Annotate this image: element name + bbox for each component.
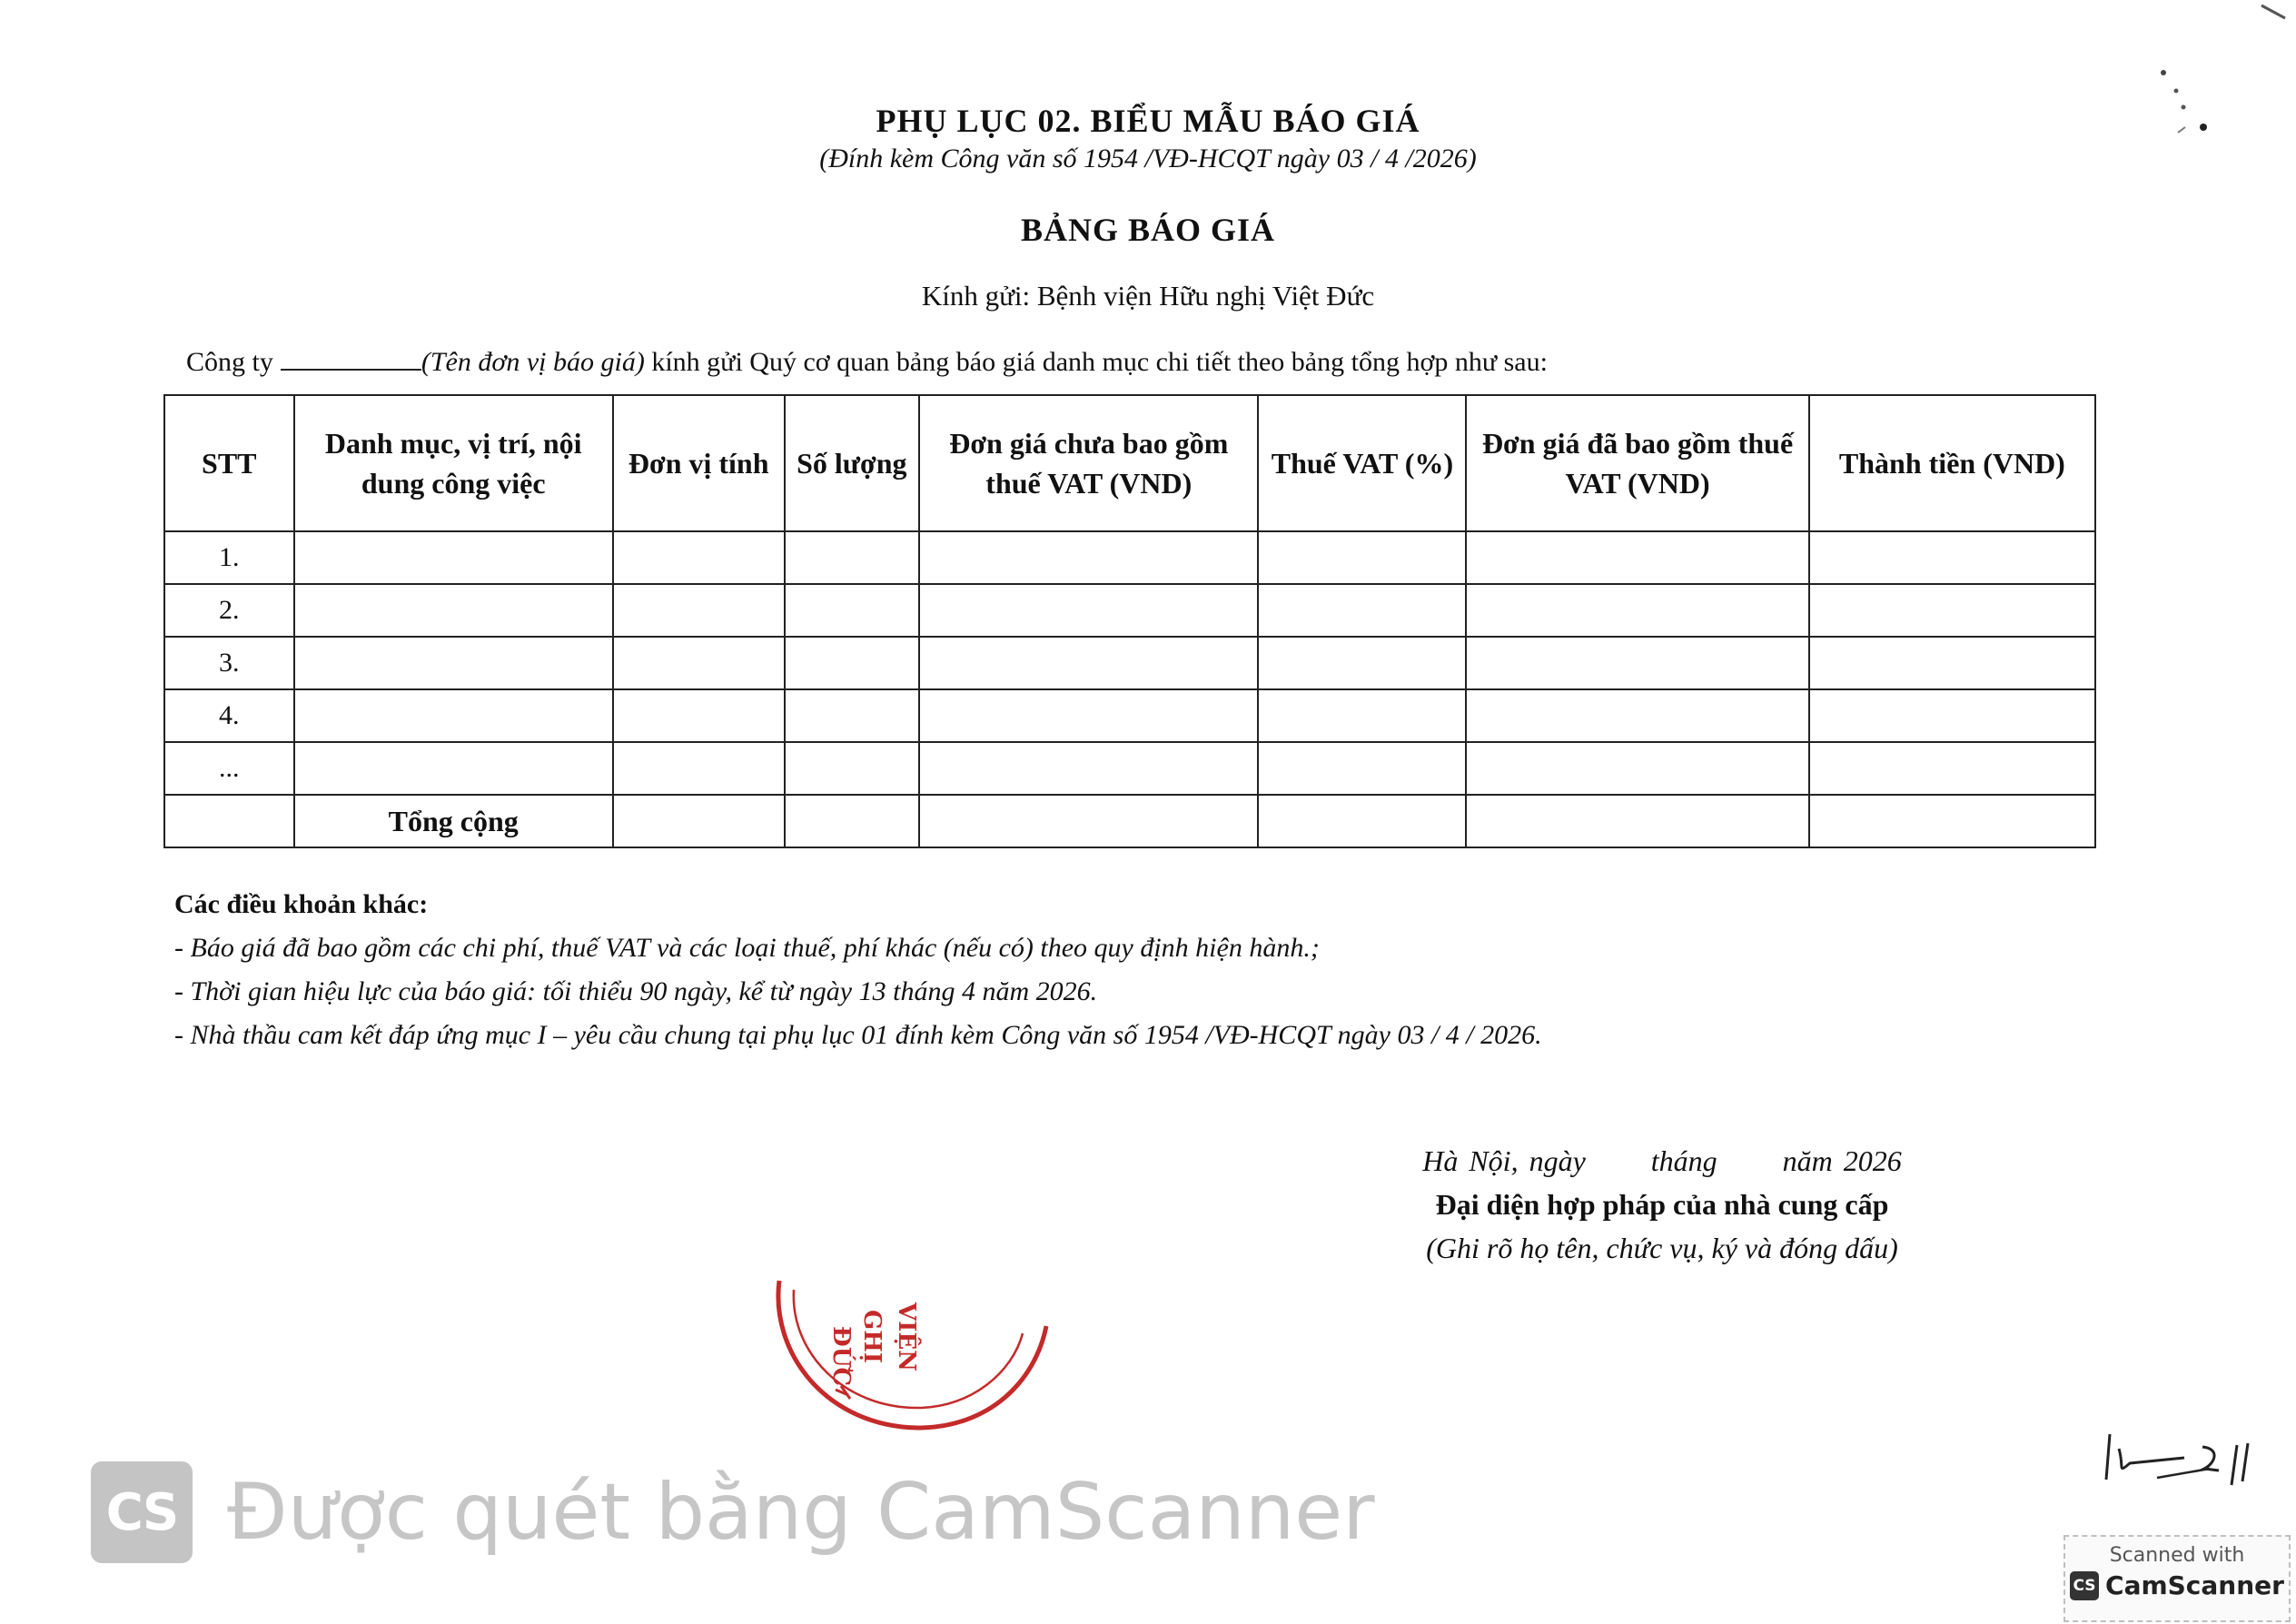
row-number: 1. — [164, 531, 294, 584]
table-cell — [785, 584, 920, 637]
camscanner-watermark — [91, 1458, 1375, 1567]
table-row — [164, 584, 2095, 637]
table-cell — [613, 637, 785, 689]
table-cell — [1466, 742, 1808, 795]
handwritten-initials — [2103, 1421, 2266, 1494]
intro-prefix: Công ty — [186, 347, 273, 377]
table-cell — [919, 637, 1258, 689]
table-cell — [294, 584, 613, 637]
recipient-line: Kính gửi: Bệnh viện Hữu nghị Việt Đức — [921, 280, 1375, 312]
intro-placeholder: (Tên đơn vị báo giá) — [421, 347, 645, 377]
table-cell — [1809, 531, 2095, 584]
table-cell — [294, 689, 613, 742]
signature-note: (Ghi rõ họ tên, chức vụ, ký và đóng dấu) — [1426, 1232, 1898, 1264]
table-cell — [613, 531, 785, 584]
stamp-text: GHỊ — [858, 1310, 886, 1363]
appendix-title: PHỤ LỤC 02. BIỂU MẪU BÁO GIÁ — [876, 103, 1420, 139]
table-row — [164, 742, 2095, 795]
header-unit-price-excl-vat: Đơn giá chưa bao gồm thuế VAT (VND) — [919, 395, 1258, 531]
row-number: 4. — [164, 689, 294, 742]
term-item: - Thời gian hiệu lực của báo giá: tối thiểu 90 ngày, kể từ ngày 13 tháng 4 năm 2026. — [174, 976, 1098, 1006]
header-unit-price-incl-vat: Đơn giá đã bao gồm thuế VAT (VND) — [1466, 395, 1808, 531]
stamp-text: ĐỨC — [827, 1326, 855, 1387]
watermark-text: Được quét bằng CamScanner — [227, 1467, 1375, 1558]
table-cell — [1809, 689, 2095, 742]
signature-title: Đại diện hợp pháp của nhà cung cấp — [1435, 1188, 1889, 1221]
table-cell — [1258, 795, 1466, 847]
table-cell — [613, 742, 785, 795]
table-cell — [919, 742, 1258, 795]
table-cell — [1809, 795, 2095, 847]
table-cell — [1466, 531, 1808, 584]
cs-logo-text: CS — [105, 1482, 178, 1542]
table-cell — [1466, 689, 1808, 742]
table-cell — [613, 689, 785, 742]
row-number: 2. — [164, 584, 294, 637]
intro-suffix: kính gửi Quý cơ quan bảng báo giá danh mục chi tiết theo bảng tổng hợp như sau: — [644, 347, 1548, 377]
badge-brand-row — [2065, 1570, 2289, 1600]
appendix-subtitle: (Đính kèm Công văn số 1954 /VĐ-HCQT ngày 03 / 4 /2026) — [819, 144, 1477, 173]
table-cell — [919, 689, 1258, 742]
table-cell — [1466, 795, 1808, 847]
table-cell — [785, 637, 920, 689]
table-cell — [919, 584, 1258, 637]
table-cell — [294, 531, 613, 584]
table-cell — [1809, 584, 2095, 637]
intro-paragraph — [186, 345, 1548, 378]
table-cell — [1466, 584, 1808, 637]
company-name-blank — [281, 345, 421, 371]
row-number: 3. — [164, 637, 294, 689]
table-cell — [613, 795, 785, 847]
table-row — [164, 637, 2095, 689]
table-cell — [1258, 584, 1466, 637]
table-cell — [164, 795, 294, 847]
scanned-with-badge — [2063, 1535, 2291, 1622]
quote-table — [163, 394, 2096, 848]
table-cell — [1258, 689, 1466, 742]
table-cell — [1809, 637, 2095, 689]
term-item: - Báo giá đã bao gồm các chi phí, thuế VAT và các loại thuế, phí khác (nếu có) theo quy định hiện hành.; — [174, 933, 1320, 963]
signature-block — [1344, 1139, 1980, 1270]
table-cell — [785, 689, 920, 742]
table-header-row — [164, 395, 2095, 531]
quote-table-title: BẢNG BÁO GIÁ — [1020, 212, 1276, 248]
table-cell — [919, 531, 1258, 584]
header-quantity: Số lượng — [785, 395, 920, 531]
header-vat-rate: Thuế VAT (%) — [1258, 395, 1466, 531]
table-cell — [1258, 637, 1466, 689]
camscanner-badge-icon: CS — [2070, 1571, 2099, 1600]
table-cell — [785, 795, 920, 847]
header-description: Danh mục, vị trí, nội dung công việc — [294, 395, 613, 531]
table-cell — [1258, 742, 1466, 795]
badge-top-text: Scanned with — [2109, 1544, 2245, 1567]
table-cell — [785, 531, 920, 584]
table-cell — [785, 742, 920, 795]
table-cell — [294, 637, 613, 689]
table-row — [164, 531, 2095, 584]
header-amount: Thành tiền (VND) — [1809, 395, 2095, 531]
table-cell — [613, 584, 785, 637]
other-terms — [174, 883, 1542, 1057]
table-cell — [1466, 637, 1808, 689]
term-item: - Nhà thầu cam kết đáp ứng mục I – yêu cầu chung tại phụ lục 01 đính kèm Công văn số 1954 /VĐ-HCQT ngày 03 / 4 / 2026. — [174, 1020, 1542, 1050]
header-unit: Đơn vị tính — [613, 395, 785, 531]
table-cell — [1258, 531, 1466, 584]
table-row — [164, 689, 2095, 742]
red-stamp — [763, 1272, 1063, 1435]
row-number: ... — [164, 742, 294, 795]
header-stt: STT — [164, 395, 294, 531]
signature-date-line: Hà Nội, ngày tháng năm 2026 — [1422, 1144, 1902, 1177]
terms-heading: Các điều khoản khác: — [174, 889, 429, 919]
camscanner-logo-icon — [91, 1461, 193, 1563]
total-label: Tổng cộng — [294, 795, 613, 847]
table-cell — [294, 742, 613, 795]
table-cell — [1809, 742, 2095, 795]
badge-brand-text: CamScanner — [2105, 1570, 2284, 1600]
table-total-row — [164, 795, 2095, 847]
stamp-text: VIỆN — [893, 1302, 920, 1371]
table-cell — [919, 795, 1258, 847]
